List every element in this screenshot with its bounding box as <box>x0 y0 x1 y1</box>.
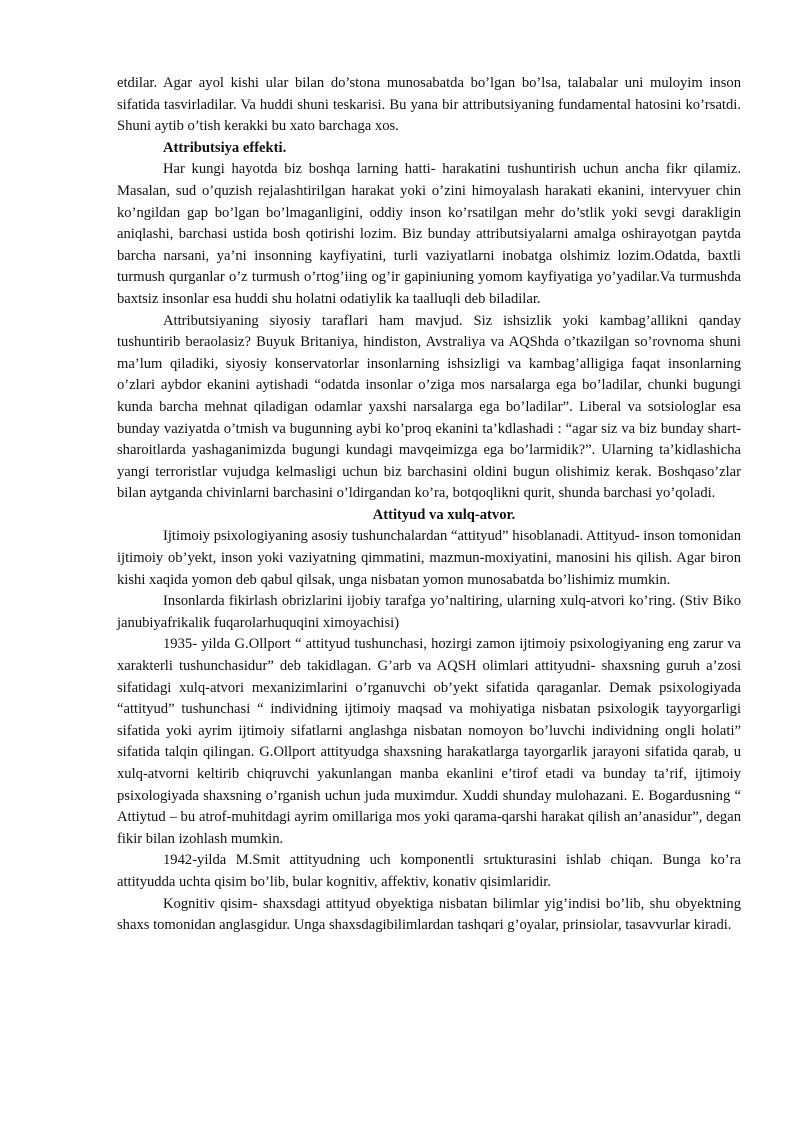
paragraph-everyday-attribution: Har kungi hayotda biz boshqa larning hatti- harakatini tushuntirish uchun ancha fikr qilamiz. Masalan, sud o’quzish rejalashtirilgan harakat yoki o’zini himoyalash harakati ekanini, intervyuer chin ko’ngildan gap bo’lgan bo’lmaganligini, oddiy inson ko’rsatilgan mehr do’stlik yoki sevgi darakligin aniqlashi, barchasi ustida bosh qotirishi lozim. Biz bunday attributsiyalarni amalga oshirayotgan paytda barcha narsani, ya’ni insonning kayfiyatini, turli vaziyatlarni inobatga olshimiz lozim.Odatda, baxtli turmush qurganlar o’z turmush o’rtog’iing og’ir gapiniuning yomom kayfiyatiga yo’yadilar.Va turmushda baxtsiz insonlar esa huddi shu holatni odatiylik ka taalluqli deb biladilar. <box>117 161 741 307</box>
paragraph-intro-continuation: etdilar. Agar ayol kishi ular bilan do’stona munosabatda bo’lgan bo’lsa, talabalar uni muloyim inson sifatida tasvirladilar. Va huddi shuni teskarisi. Bu yana bir attributsiyaning fundamental hatosini ko’rsatdi. Shuni aytib o’tish kerakki bu xato barchaga xos. <box>117 75 741 135</box>
paragraph-biko-quote: Insonlarda fikirlash obrizlarini ijobiy tarafga yo’naltiring, ularning xulq-atvori ko’ring. (Stiv Biko janubiyafrikalik fuqarolarhuquqini ximoyachisi) <box>117 593 741 631</box>
paragraph-political-attribution: Attributsiyaning siyosiy taraflari ham mavjud. Siz ishsizlik yoki kambag’allikni qanday tushuntirib beraolasiz? Buyuk Britaniya, hindiston, Avstraliya va AQShda o’tkazilgan so’rovnoma shuni ma’lum qiladiki, siyosiy konservatorlar insonlarning ishsizligi va kambag’alligiga faqat insonlarning o’zlari aybdor ekanini aytishadi “odatda insonlar o’ziga mos narsalarga ega bo’ladilar, chunki bugungi kunda barcha mehnat qiladigan odamlar yaxshi narsalarga ega bo’ladilar”. Liberal va sotsiologlar esa bunday vaziyatda o’tmish va bugunning aybi ko’proq ekanini ta’kdlashadi : “agar siz va biz bunday shart-sharoitlarda yashaganimizda bugungi kundagi mavqeimizga ega bo’larmidik?”. Ularning ta’kidlashicha yangi terroristlar vujudga kelmasligi uchun biz barchasini oldini bugun olishimiz kerak. Boshqaso’zlar bilan aytganda chivinlarni barchasini o’ldirgandan ko’ra, botqoqlikni qurit, shunda barchasi yo’qoladi. <box>117 312 741 502</box>
paragraph-attitude-definition: Ijtimoiy psixologiyaning asosiy tushunchalardan “attityud” hisoblanadi. Attityud- inson tomonidan ijtimoiy ob’yekt, inson yoki vaziyatning qimmatini, mazmun-moxiyatini, manosini his qilish. Agar biron kishi xaqida yomon deb qabul qilsak, unga nisbatan yomon munosabatda bo’lishimiz mumkin. <box>117 528 741 588</box>
paragraph-cognitive-component: Kognitiv qisim- shaxsdagi attityud obyektiga nisbatan bilimlar yig’indisi bo’lib, shu obyektning shaxs tomonidan anglasgidur. Unga shaxsdagibilimlardan tashqari g’oyalar, prinsiolar, tasavvurlar kiradi. <box>117 895 741 934</box>
section-heading-attitude-behavior: Attityud va xulq-atvor. <box>372 506 516 523</box>
document-page <box>117 73 741 937</box>
paragraph-ollport-1935: 1935- yilda G.Ollport “ attityud tushunchasi, hozirgi zamon ijtimoiy psixologiyaning eng zarur va xarakterli tushunchasidur” deb takidlagan. G’arb va AQSH olimlari attityudni- shaxsning guruh a’zosi sifatidagi xulq-atvori mexanizimlarini o’rganuvchi ob’yekt sifatida qaraganlar. Demak psixologiyada “attityud” tushunchasi “ individning ijtimoiy maqsad va mohiyatiga nisbatan psixologik tayyorgarligi sifatida yoki ayrim ijtimoiy sifatlarni anglashga nisbatan nomoyon bo’luvchi individning ongli holati” sifatida talqin qilingan. G.Ollport attityudga shaxsning harakatlarga tayorgarlik jarayoni sifatida qarab, u xulq-atvorni keltirib chiqruvchi yakunlangan manba ekanlini e’tirof etadi va bunday ta’rif, ijtimoiy psixologiyada shaxsning o’rganish uchun juda muximdur. Xuddi shunday mulohazani. E. Bogardusning “ Attiytud – bu atrof-muhitdagi ayrim omillariga mos yoki qarama-qarshi harakat qilish an’anasidur”, degan fikir bilan izohlash mumkin. <box>117 636 741 847</box>
section-heading-attribution-effect: Attributsiya effekti. <box>163 139 287 156</box>
paragraph-smith-1942: 1942-yilda M.Smit attityudning uch komponentli srtukturasini ishlab chiqan. Bunga ko’ra attityudda uchta qisim bo’lib, bular kognitiv, affektiv, konativ qisimlaridir. <box>117 852 741 890</box>
